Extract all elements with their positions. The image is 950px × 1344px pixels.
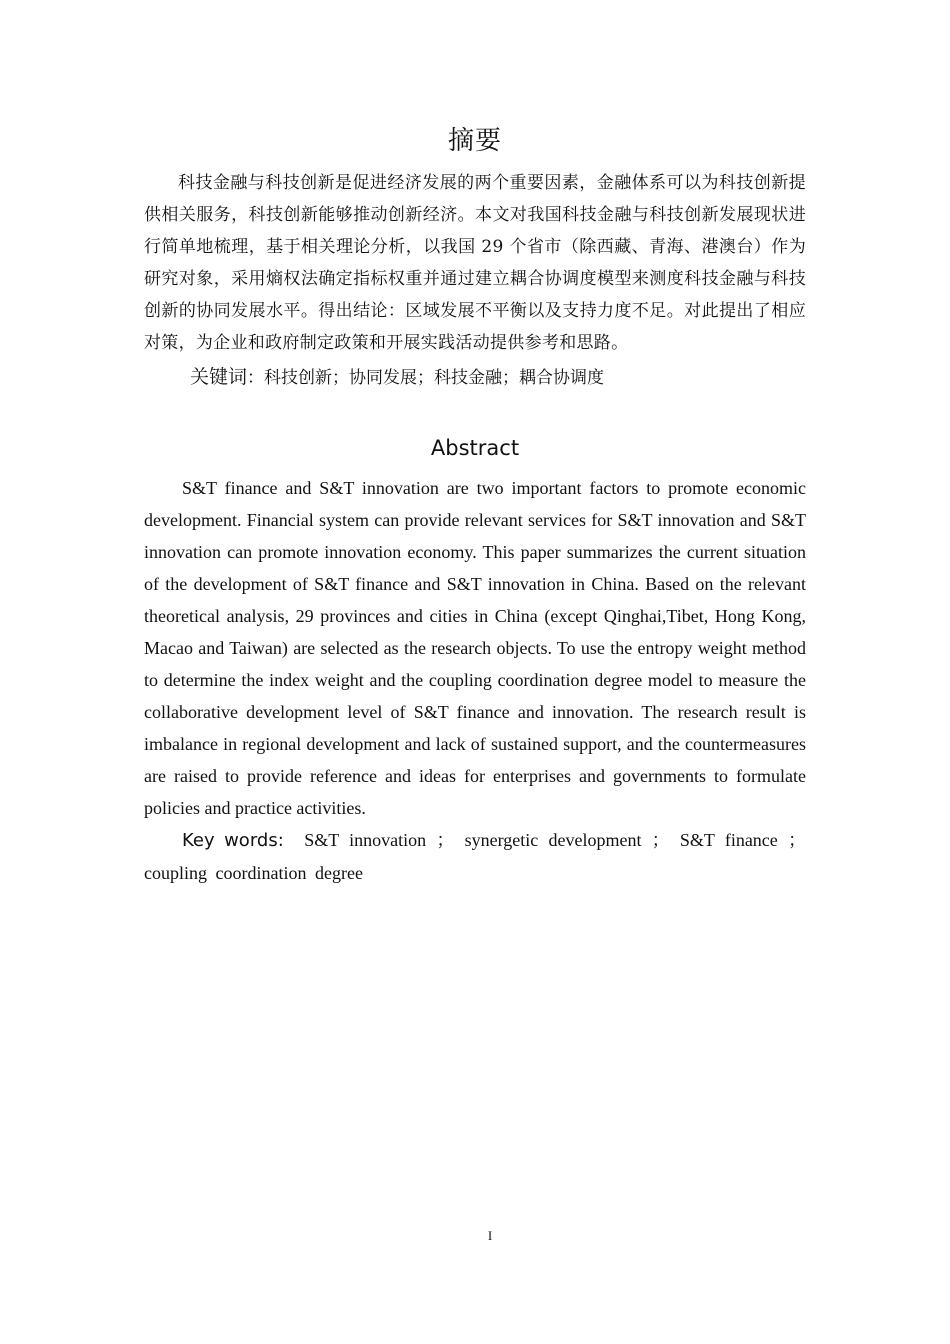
chinese-keywords-list: ：科技创新；协同发展；科技金融；耦合协调度 (247, 368, 605, 388)
chinese-abstract-body: 科技金融与科技创新是促进经济发展的两个重要因素，金融体系可以为科技创新提供相关服务，科技创新能够推动创新经济。本文对我国科技金融与科技创新发展现状进行简单地梳理，基于相关理论分析，以我国 29 个省市（除西藏、青海、港澳台）作为研究对象，采用熵权法确定指标权重并通过建立耦合协调度模型来测度科技金融与科技创新的协同发展水平。得出结论：区域发展不平衡以及支持力度不足。对此提出了相应对策，为企业和政府制定政策和开展实践活动提供参考和思路。 (144, 173, 806, 353)
chinese-abstract-section (144, 120, 806, 394)
chinese-abstract-title: 摘要 (447, 126, 502, 156)
english-abstract-title: Abstract (430, 436, 520, 460)
english-abstract-section (144, 436, 806, 889)
chinese-keywords-label: 关键词 (190, 366, 248, 388)
english-keywords (144, 824, 806, 889)
page-content (144, 120, 806, 889)
english-keywords-list: S&T innovation ； synergetic development ； S&T finance ； coupling coordination degree (144, 830, 807, 883)
english-keywords-label: Key words: (182, 830, 284, 851)
english-abstract-body: S&T finance and S&T innovation are two important factors to promote economic development. Financial system can provide relevant services for S&T innovation and S&T innovation can promote innovation economy. This paper summarizes the current situation of the development of S&T finance and S&T innovation in China. Based on the relevant theoretical analysis, 29 provinces and cities in China (except Qinghai,Tibet, Hong Kong, Macao and Taiwan) are selected as the research objects. To use the entropy weight method to determine the index weight and the coupling coordination degree model to measure the collaborative development level of S&T finance and innovation. The research result is imbalance in regional development and lack of sustained support, and the countermeasures are raised to provide reference and ideas for enterprises and governments to formulate policies and practice activities. (144, 478, 806, 818)
page-number: I (487, 1228, 493, 1243)
chinese-keywords (144, 361, 806, 394)
